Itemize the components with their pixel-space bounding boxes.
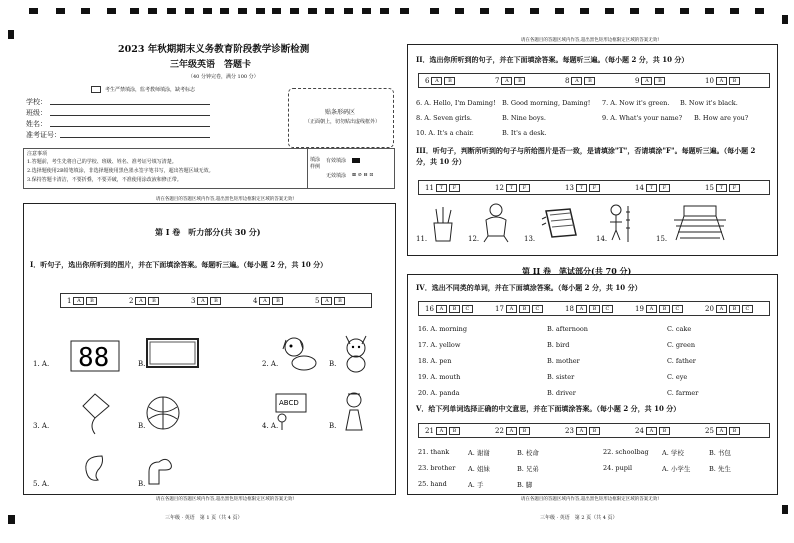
q5-24-word: 24. pupil xyxy=(603,464,633,472)
q5-25-b[interactable]: B xyxy=(729,427,740,435)
q1-1-b[interactable]: B xyxy=(86,297,97,305)
q4-17-option-c: C. green xyxy=(667,341,696,349)
q5-answer-row xyxy=(418,423,770,438)
q1-3a-label: 3. A. xyxy=(33,422,50,430)
q5-24-a[interactable]: A xyxy=(646,427,657,435)
q4-20-b[interactable]: B xyxy=(729,305,740,313)
q1-5-a[interactable]: A xyxy=(321,297,332,305)
q5-21-option-b: B. 校命 xyxy=(517,449,539,457)
q3-12-f[interactable]: F xyxy=(519,184,530,192)
q5-num-23: 23 xyxy=(565,426,574,435)
q4-num-19: 19 xyxy=(635,304,644,313)
q5-num-22: 22 xyxy=(495,426,504,435)
q1-2-a[interactable]: A xyxy=(135,297,146,305)
invalid-fill-marks: ⊠ ⊘ ⊟ ⊡ xyxy=(352,172,374,178)
teacher-board-picture xyxy=(270,390,310,432)
q4-16-c[interactable]: C xyxy=(462,305,473,313)
q4-18-option-b: B. mother xyxy=(547,357,580,365)
arm-picture xyxy=(145,452,179,488)
q4-18-b[interactable]: B xyxy=(589,305,600,313)
q2-8-a[interactable]: A xyxy=(571,77,582,85)
q5-num-25: 25 xyxy=(705,426,714,435)
invalid-fill-label: 无效填涂 xyxy=(326,173,347,179)
q4-20-option-b: B. driver xyxy=(547,389,576,397)
q1-1b-label: B. xyxy=(138,360,146,368)
q4-16-b[interactable]: B xyxy=(449,305,460,313)
q5-23-option-b: B. 兄弟 xyxy=(517,465,539,473)
part2-title: 第 II 卷 笔试部分(共 70 分) xyxy=(522,266,632,276)
q1-num-1: 1 xyxy=(67,296,72,305)
q1-1a-label: 1. A. xyxy=(33,360,50,368)
q4-16-option-b: B. afternoon xyxy=(547,325,588,333)
q5-24-option-a: A. 小学生 xyxy=(662,465,691,473)
q5-23-a[interactable]: A xyxy=(576,427,587,435)
q5-num-24: 24 xyxy=(635,426,644,435)
q4-20-c[interactable]: C xyxy=(742,305,753,313)
school-label: 学校： xyxy=(26,98,47,106)
q3-label-12: 12. xyxy=(468,235,480,243)
q3-label-11: 11. xyxy=(416,235,428,243)
q1-5-b[interactable]: B xyxy=(334,297,345,305)
q3-num-15: 15 xyxy=(705,183,714,192)
q5-21-option-a: A. 谢谢 xyxy=(468,449,490,457)
q3-13-f[interactable]: F xyxy=(589,184,600,192)
exam-no-line[interactable] xyxy=(60,137,210,138)
fill-example-box xyxy=(307,148,395,189)
q4-16-option-c: C. cake xyxy=(667,325,692,333)
q2-7-b[interactable]: B xyxy=(514,77,525,85)
q4-17-b[interactable]: B xyxy=(519,305,530,313)
number-88-picture xyxy=(70,340,120,372)
q3-13-t[interactable]: T xyxy=(576,184,587,192)
q2-6-b[interactable]: B xyxy=(444,77,455,85)
boy-height-chart-picture xyxy=(604,202,636,244)
q4-num-18: 18 xyxy=(565,304,574,313)
q2-option-6b: B. Good morning, Daming! xyxy=(502,99,591,107)
q5-21-b[interactable]: B xyxy=(449,427,460,435)
kite-picture xyxy=(75,392,115,436)
q2-7-a[interactable]: A xyxy=(501,77,512,85)
dog-picture xyxy=(280,335,320,375)
boy-reading-picture xyxy=(480,202,514,244)
q2-option-10b: B. It's a desk. xyxy=(502,129,547,137)
q3-12-t[interactable]: T xyxy=(506,184,517,192)
q4-19-option-a: 19. A. mouth xyxy=(418,373,461,381)
q5-22-option-b: B. 书包 xyxy=(709,449,731,457)
q1-4-a[interactable]: A xyxy=(259,297,270,305)
q3-num-13: 13 xyxy=(565,183,574,192)
q4-17-option-a: 17. A. yellow xyxy=(418,341,461,349)
q1-4-b[interactable]: B xyxy=(272,297,283,305)
q5-25-a[interactable]: A xyxy=(716,427,727,435)
part1-title: 第 I 卷 听力部分(共 30 分) xyxy=(155,227,261,237)
q1-instruction: I．听句子，选出你所听到的图片，并在下面填涂答案。每题听三遍。（每小题 2 分，共 10 分） xyxy=(30,260,328,269)
exam-no-label: 准考证号： xyxy=(26,131,61,139)
footer-right: 三年级 · 英语 第 2 页（共 4 页） xyxy=(540,515,618,521)
q4-19-c[interactable]: C xyxy=(672,305,683,313)
notice-3: 3.保持答题卡清洁，不要折叠，不要弄破，不准使用涂改液和修正带。 xyxy=(27,177,182,183)
q4-18-a[interactable]: A xyxy=(576,305,587,313)
q3-instruction: III．听句子，判断所听到的句子与所给图片是否一致，是请填涂"T"，否请填涂"F"。每题听三遍。（每小题 2 分，共 10 分） xyxy=(416,146,756,166)
q4-16-option-a: 16. A. morning xyxy=(418,325,468,333)
q1-1-a[interactable]: A xyxy=(73,297,84,305)
cat-picture xyxy=(340,332,375,374)
notices-box xyxy=(23,148,308,189)
q2-6-a[interactable]: A xyxy=(431,77,442,85)
q5-21-a[interactable]: A xyxy=(436,427,447,435)
warning-right-top: 请在各题目的答题区域内作答,超出黑色矩形边框限定区域的答案无效! xyxy=(520,38,660,43)
q3-14-t[interactable]: T xyxy=(646,184,657,192)
q1-2b-label: B. xyxy=(329,360,337,368)
q4-17-c[interactable]: C xyxy=(532,305,543,313)
q2-10-a[interactable]: A xyxy=(716,77,727,85)
q5-24-b[interactable]: B xyxy=(659,427,670,435)
ball-picture xyxy=(145,395,181,431)
q5-25-option-a: A. 手 xyxy=(468,481,484,489)
q1-num-2: 2 xyxy=(129,296,134,305)
q3-label-15: 15. xyxy=(656,235,668,243)
book-picture xyxy=(540,205,582,241)
exam-title: 2023 年秋期期末义务教育阶段教学诊断检测 xyxy=(118,44,310,55)
barcode-title: 贴条形码区 xyxy=(325,109,356,116)
q4-19-option-c: C. eye xyxy=(667,373,688,381)
class-line[interactable] xyxy=(50,115,210,116)
q2-10-b[interactable]: B xyxy=(729,77,740,85)
time-note: （40 分钟完卷，满分 100 分） xyxy=(188,74,259,80)
svg-text:88: 88 xyxy=(78,343,110,372)
warning-left-bottom: 请在各题目的答题区域内作答,超出黑色矩形边框限定区域的答案无效! xyxy=(155,497,295,502)
q5-25-word: 25. hand xyxy=(418,480,447,488)
q5-21-word: 21. thank xyxy=(418,448,450,456)
q2-9-b[interactable]: B xyxy=(654,77,665,85)
q1-4b-label: B. xyxy=(329,422,337,430)
fill-example-label: 填涂样例 xyxy=(310,157,321,170)
q2-option-9b: B. How are you? xyxy=(694,114,749,122)
notice-2: 2.选择题使用2B铅笔填涂，非选择题使用黑色墨水签字笔书写，超出答题区域无效。 xyxy=(27,168,214,174)
q2-9-a[interactable]: A xyxy=(641,77,652,85)
q1-2a-label: 2. A. xyxy=(262,360,279,368)
q1-num-3: 3 xyxy=(191,296,196,305)
q5-23-b[interactable]: B xyxy=(589,427,600,435)
q3-num-12: 12 xyxy=(495,183,504,192)
q5-23-word: 23. brother xyxy=(418,464,456,472)
q4-19-option-b: B. sister xyxy=(547,373,575,381)
q5-22-a[interactable]: A xyxy=(506,427,517,435)
q5-num-21: 21 xyxy=(425,426,434,435)
q1-5b-label: B. xyxy=(138,480,146,488)
q2-option-7b: B. Now it's black. xyxy=(680,99,738,107)
q3-num-14: 14 xyxy=(635,183,644,192)
q5-24-option-b: B. 先生 xyxy=(709,465,731,473)
q4-19-a[interactable]: A xyxy=(646,305,657,313)
q1-num-4: 4 xyxy=(253,296,258,305)
q1-4a-label: 4. A. xyxy=(262,422,279,430)
svg-text:ABCD: ABCD xyxy=(279,399,299,407)
q4-num-20: 20 xyxy=(705,304,714,313)
q3-15-f[interactable]: F xyxy=(729,184,740,192)
q2-num-10: 10 xyxy=(705,76,714,85)
q5-22-option-a: A. 学校 xyxy=(662,449,684,457)
absent-note: 考生严禁填涂，监考教师填涂，缺考标志 xyxy=(105,87,196,93)
q5-22-word: 22. schoolbag xyxy=(603,448,649,456)
q5-22-b[interactable]: B xyxy=(519,427,530,435)
q2-option-6a: 6. A. Hello, I'm Daming! xyxy=(416,99,496,107)
valid-fill-mark xyxy=(352,158,360,163)
q4-18-c[interactable]: C xyxy=(602,305,613,313)
blackboard-picture xyxy=(145,337,200,370)
barcode-area xyxy=(288,88,394,148)
q2-option-8b: B. Nine boys. xyxy=(502,114,546,122)
q4-19-b[interactable]: B xyxy=(659,305,670,313)
q4-20-a[interactable]: A xyxy=(716,305,727,313)
nurse-picture xyxy=(338,390,370,434)
q3-num-11: 11 xyxy=(425,183,434,192)
q1-3b-label: B. xyxy=(138,422,146,430)
name-label: 姓名： xyxy=(26,120,47,128)
q2-num-6: 6 xyxy=(425,76,430,85)
q4-answer-row xyxy=(418,301,770,316)
footer-left: 三年级 · 英语 第 1 页（共 4 页） xyxy=(165,515,243,521)
q2-8-b[interactable]: B xyxy=(584,77,595,85)
q5-instruction: V．给下列单词选择正确的中文意思，并在下面填涂答案。（每小题 2 分，共 10 分） xyxy=(416,404,681,413)
q4-17-option-b: B. bird xyxy=(547,341,570,349)
q4-16-a[interactable]: A xyxy=(436,305,447,313)
q2-num-9: 9 xyxy=(635,76,640,85)
q3-14-f[interactable]: F xyxy=(659,184,670,192)
q4-18-option-c: C. father xyxy=(667,357,696,365)
q1-3-a[interactable]: A xyxy=(197,297,208,305)
q2-num-8: 8 xyxy=(565,76,570,85)
q4-num-16: 16 xyxy=(425,304,434,313)
q3-11-t[interactable]: T xyxy=(436,184,447,192)
exam-subtitle: 三年级英语 答题卡 xyxy=(170,60,252,70)
q3-11-f[interactable]: F xyxy=(449,184,460,192)
q3-answer-row xyxy=(418,180,770,195)
q2-instruction: II．选出你所听到的句子，并在下面填涂答案。每题听三遍。（每小题 2 分，共 10 分） xyxy=(416,55,689,64)
q1-answer-row xyxy=(60,293,372,308)
q5-25-option-b: B. 脚 xyxy=(517,481,533,489)
q3-label-14: 14. xyxy=(596,235,608,243)
name-line[interactable] xyxy=(50,126,210,127)
notices-title: 注意事项 xyxy=(27,151,48,157)
q1-2-b[interactable]: B xyxy=(148,297,159,305)
q3-15-t[interactable]: T xyxy=(716,184,727,192)
notice-1: 1.答题前，考生先将自己的学校、班级、姓名、准考证号填写清楚。 xyxy=(27,159,177,165)
q2-option-9a: 9. A. What's your name? xyxy=(602,114,683,122)
q4-17-a[interactable]: A xyxy=(506,305,517,313)
q4-num-17: 17 xyxy=(495,304,504,313)
q5-23-option-a: A. 姐妹 xyxy=(468,465,490,473)
absent-checkbox[interactable] xyxy=(91,86,101,93)
q4-instruction: IV．选出不同类的单词，并在下面填涂答案。（每小题 2 分，共 10 分） xyxy=(416,283,642,292)
q1-3-b[interactable]: B xyxy=(210,297,221,305)
ear-picture xyxy=(80,452,110,486)
q2-num-7: 7 xyxy=(495,76,500,85)
q4-20-option-c: C. farmer xyxy=(667,389,699,397)
q2-option-8a: 8. A. Seven girls. xyxy=(416,114,472,122)
q3-label-13: 13. xyxy=(524,235,536,243)
q2-answer-row xyxy=(418,73,770,88)
school-line[interactable] xyxy=(50,104,210,105)
q4-18-option-a: 18. A. pen xyxy=(418,357,452,365)
class-label: 班级： xyxy=(26,109,47,117)
q4-20-option-a: 20. A. panda xyxy=(418,389,460,397)
barcode-note: （正面朝上，切勿贴出虚线框外） xyxy=(305,119,381,125)
classroom-picture xyxy=(670,202,730,242)
warning-right-bottom: 请在各题目的答题区域内作答,超出黑色矩形边框限定区域的答案无效! xyxy=(520,497,660,502)
q2-option-10a: 10. A. It's a chair. xyxy=(416,129,474,137)
valid-fill-label: 有效填涂 xyxy=(326,158,347,164)
q2-option-7a: 7. A. Now it's green. xyxy=(602,99,670,107)
warning-left-top: 请在各题目的答题区域内作答,超出黑色矩形边框限定区域的答案无效! xyxy=(155,197,295,202)
pencil-cup-picture xyxy=(428,205,458,243)
q1-num-5: 5 xyxy=(315,296,320,305)
q1-5a-label: 5. A. xyxy=(33,480,50,488)
